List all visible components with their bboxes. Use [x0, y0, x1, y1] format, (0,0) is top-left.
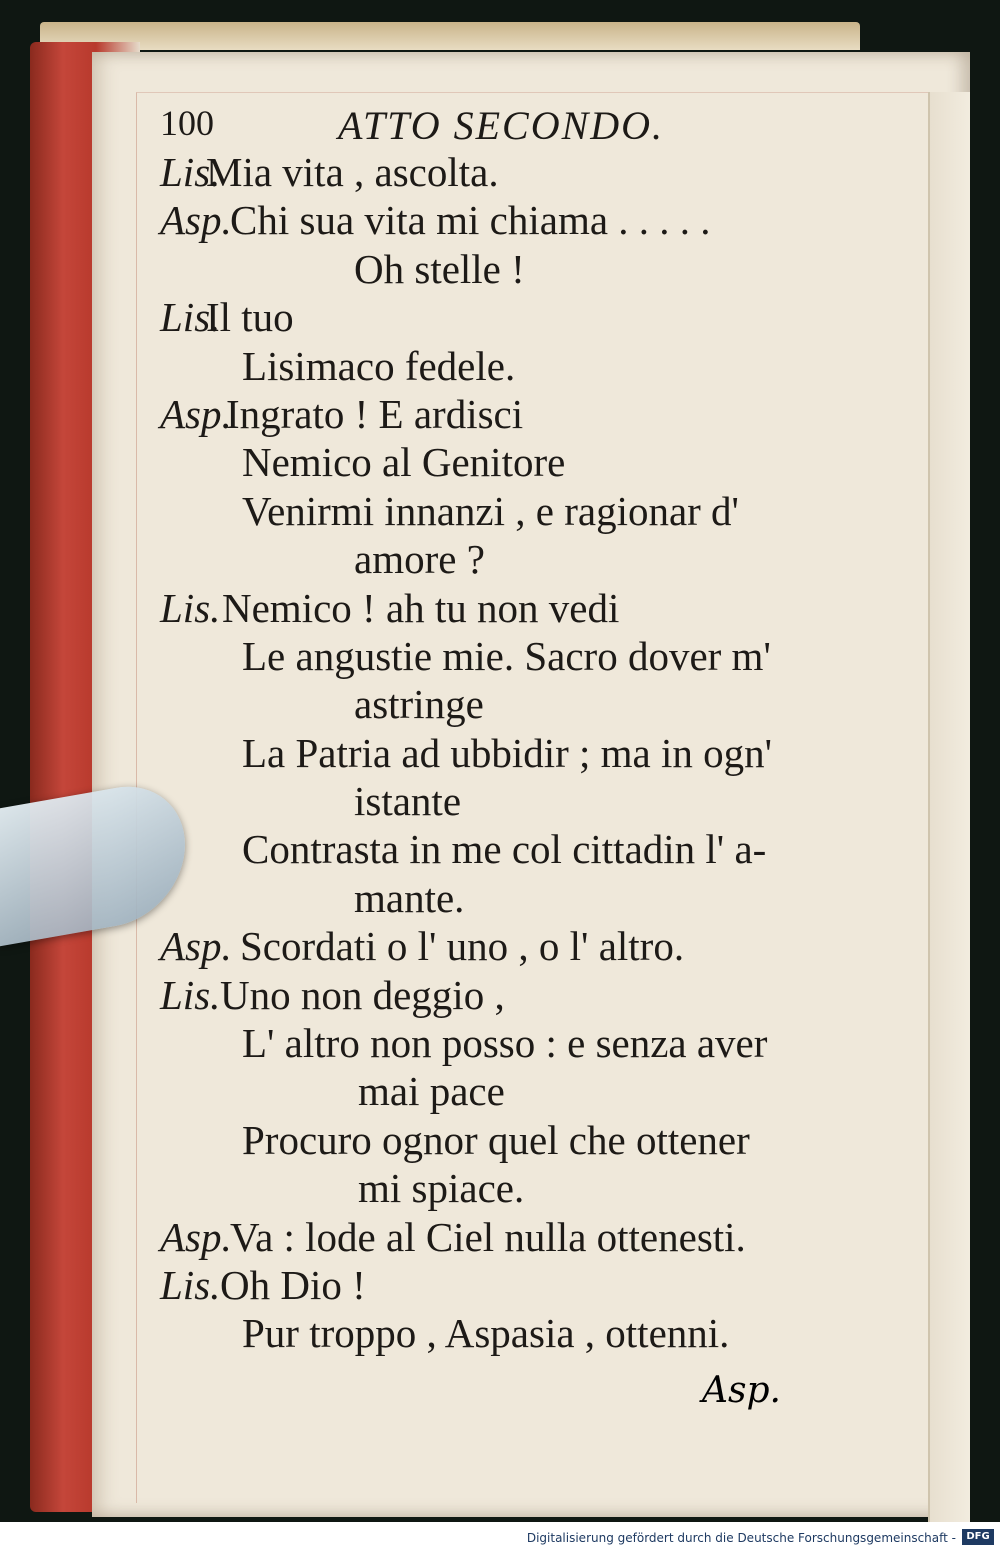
dialogue-lines	[126, 148, 886, 1358]
text-line	[126, 1067, 886, 1115]
dialogue-text: L' altro non posso : e senza aver	[242, 1020, 768, 1067]
speaker-label: Lis.	[160, 1261, 221, 1308]
footer-credit: Digitalisierung gefördert durch die Deutsche Forschungsgemeinschaft -	[526, 1531, 956, 1545]
text-line	[126, 293, 886, 341]
dialogue-text: Procuro ognor quel che ottener	[242, 1116, 750, 1163]
text-line	[126, 1116, 886, 1164]
footer-bar	[0, 1522, 1000, 1552]
text-line	[126, 487, 886, 535]
book-top-edge	[40, 22, 860, 50]
text-line	[126, 1019, 886, 1067]
text-line	[126, 148, 886, 196]
text-line	[126, 971, 886, 1019]
text-line	[126, 584, 886, 632]
text-line	[126, 390, 886, 438]
text-line	[126, 632, 886, 680]
running-title: ATTO SECONDO.	[338, 103, 665, 148]
dfg-logo: DFG	[962, 1529, 994, 1545]
dialogue-text: astringe	[354, 681, 484, 728]
dialogue-text: Contrasta in me col cittadin l' a-	[242, 826, 767, 873]
text-line	[126, 245, 886, 293]
page-number: 100	[160, 103, 214, 143]
dialogue-text: Nemico al Genitore	[242, 439, 566, 486]
speaker-label: Lis.	[160, 584, 221, 631]
text-line	[126, 922, 886, 970]
dialogue-text: Nemico ! ah tu non vedi	[222, 584, 620, 631]
dialogue-text: Le angustie mie. Sacro dover m'	[242, 632, 771, 679]
text-line	[126, 1261, 886, 1309]
text-line	[126, 1309, 886, 1357]
speaker-label: Lis.	[160, 149, 221, 195]
speaker-label: Asp.	[160, 197, 232, 244]
dialogue-text: Uno non deggio ,	[220, 971, 505, 1018]
text-line	[126, 535, 886, 583]
dialogue-text: Venirmi innanzi , e ragionar d'	[242, 487, 739, 534]
running-header	[126, 88, 886, 148]
dialogue-text: Il tuo	[206, 294, 294, 341]
dialogue-text: istante	[354, 778, 462, 825]
text-line	[126, 825, 886, 873]
text-line	[126, 680, 886, 728]
dialogue-text: mai pace	[358, 1068, 505, 1115]
speaker-label: Asp.	[160, 923, 232, 970]
text-line	[126, 1164, 886, 1212]
speaker-label: Lis.	[160, 294, 221, 341]
next-page-edge	[928, 92, 970, 1542]
dialogue-text: Oh stelle !	[354, 245, 525, 292]
dialogue-text: Va : lode al Ciel nulla ottenesti.	[230, 1213, 746, 1260]
page-text	[126, 88, 886, 1358]
text-line	[126, 777, 886, 825]
speaker-label: Lis.	[160, 971, 221, 1018]
dialogue-text: Oh Dio !	[220, 1261, 366, 1308]
dialogue-text: Pur troppo , Aspasia , ottenni.	[242, 1310, 730, 1357]
dialogue-text: Lisimaco fedele.	[242, 342, 516, 389]
dialogue-text: La Patria ad ubbidir ; ma in ogn'	[242, 729, 773, 776]
dialogue-text: Chi sua vita mi chiama . . . . .	[230, 197, 711, 244]
speaker-label: Asp.	[160, 390, 232, 437]
dialogue-text: amore ?	[354, 536, 485, 583]
speaker-label: Asp.	[160, 1213, 232, 1260]
dialogue-text: mi spiace.	[358, 1165, 525, 1212]
text-line	[126, 874, 886, 922]
dialogue-text: Scordati o l' uno , o l' altro.	[240, 923, 685, 970]
dialogue-text: Mia vita , ascolta.	[206, 149, 499, 195]
text-line	[126, 342, 886, 390]
dialogue-text: mante.	[354, 874, 465, 921]
catchword: Asp.	[702, 1370, 781, 1411]
text-line	[126, 729, 886, 777]
text-line	[126, 1213, 886, 1261]
dialogue-text: Ingrato ! E ardisci	[226, 390, 524, 437]
text-line	[126, 438, 886, 486]
text-line	[126, 196, 886, 244]
